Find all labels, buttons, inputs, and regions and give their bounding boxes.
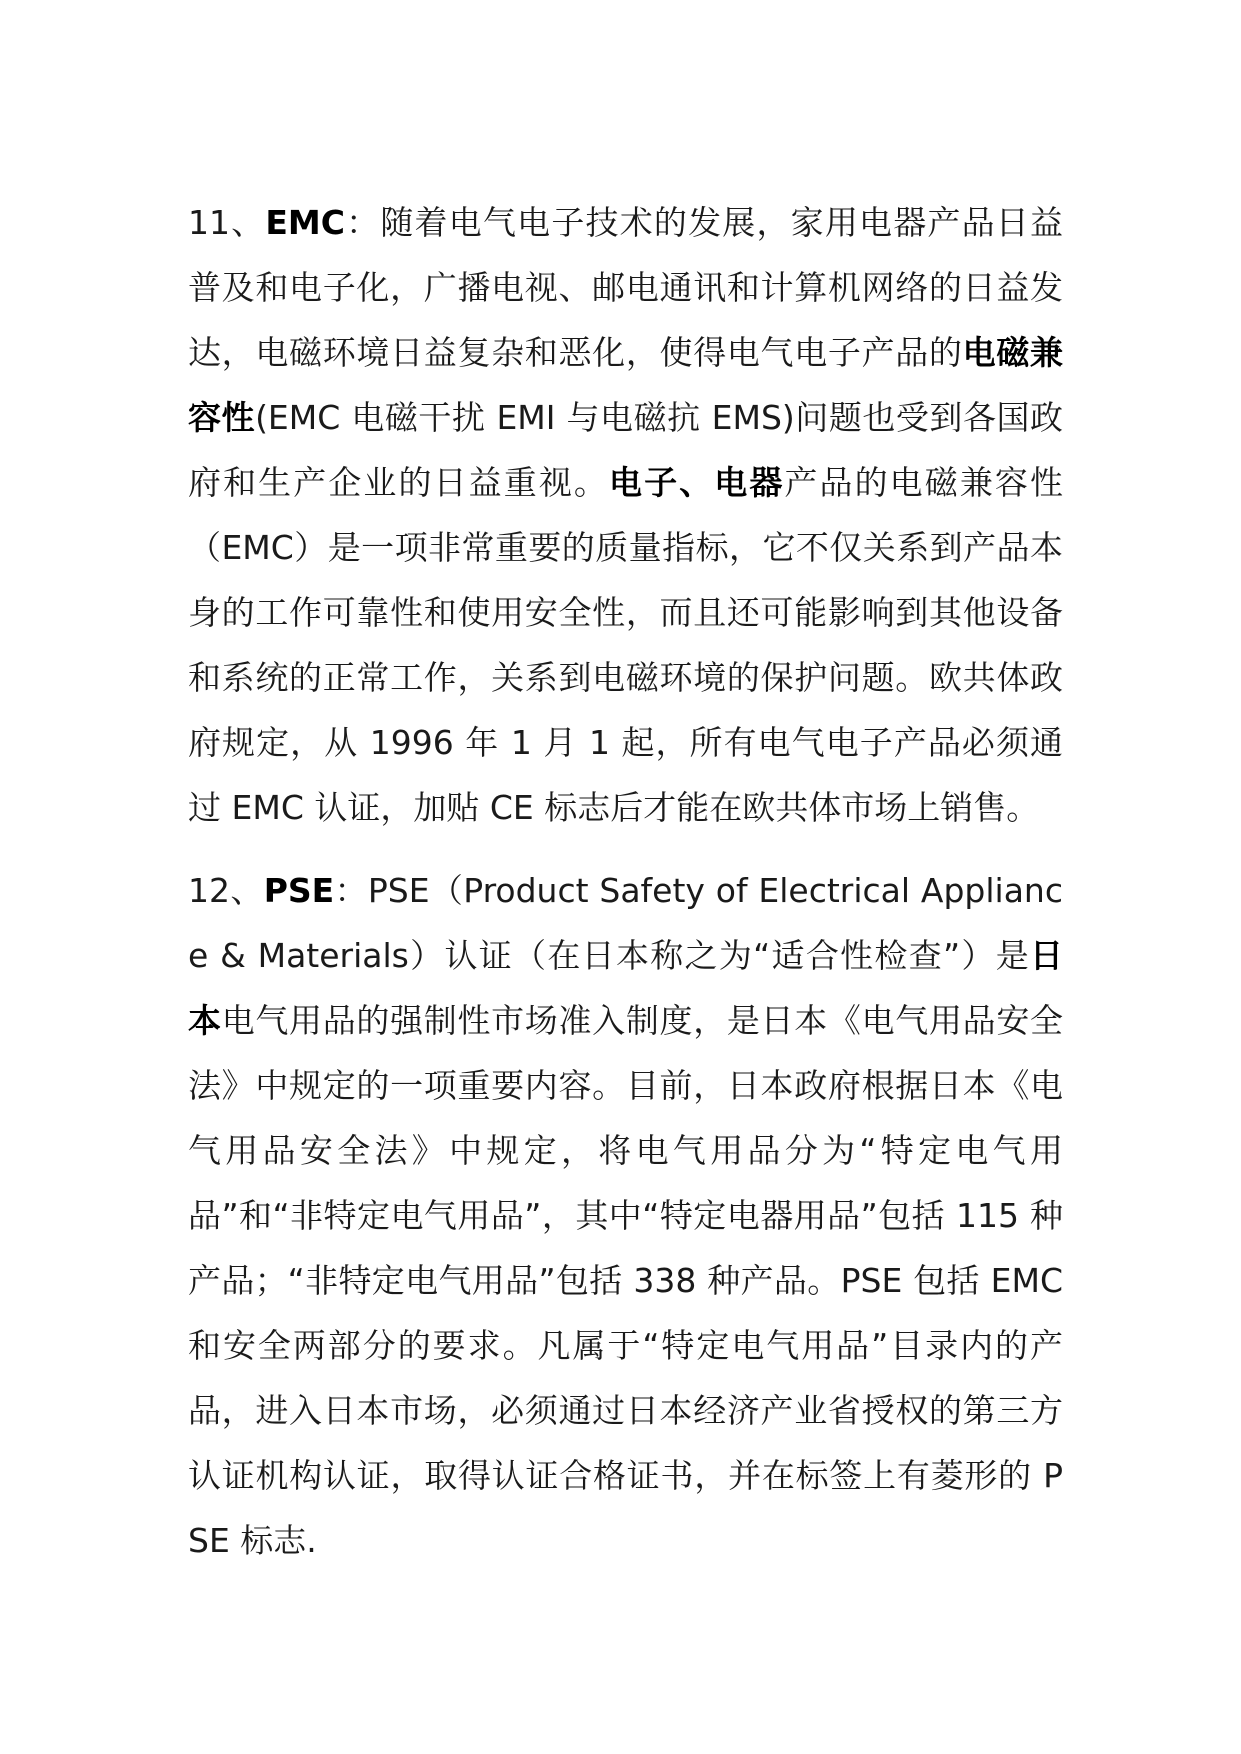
body-text: ：PSE（Product Safety of Electrical Appliance & Materials）认证（在日本称之为“适合性检查”）是 <box>188 871 1063 975</box>
section-heading: PSE <box>263 871 335 910</box>
emphasis-text: 日本 <box>188 936 1063 1040</box>
body-text: 电气用品的强制性市场准入制度，是日本《电气用品安全法》中规定的一项重要内容。目前，日本政府根据日本《电气用品安全法》中规定，将电气用品分为“特定电气用品”和“非特定电气用品”，其中“特定电器用品”包括 115 种产品；“非特定电气用品”包括 338 种产品。PSE 包括 EMC 和安全两部分的要求。凡属于“特定电气用品”目录内的产品，进入日本市场，必须通过日本经济产业省授权的第三方认证机构认证，取得认证合格证书，并在标签上有菱形的 PSE 标志. <box>188 1001 1064 1560</box>
section-heading: EMC <box>265 203 345 242</box>
body-text: ：随着电气电子技术的发展，家用电器产品日益普及和电子化，广播电视、邮电通讯和计算机网络的日益发达，电磁环境日益复杂和恶化，使得电气电子产品的 <box>188 203 1063 372</box>
body-text: 产品的电磁兼容性（EMC）是一项非常重要的质量指标，它不仅关系到产品本身的工作可靠性和使用安全性，而且还可能影响到其他设备和系统的正常工作，关系到电磁环境的保护问题。欧共体政府规定，从 1996 年 1 月 1 起，所有电气电子产品必须通过 EMC 认证，加贴 CE 标志后才能在欧共体市场上销售。 <box>188 463 1064 827</box>
section-emc <box>188 190 1063 840</box>
emphasis-text: 电子、电器 <box>609 463 785 502</box>
section-number: 11、 <box>188 203 266 242</box>
body-text: (EMC 电磁干扰 EMI 与电磁抗 EMS)问题也受到各国政府和生产企业的日益重视。 <box>188 398 1064 502</box>
document-page <box>188 190 1063 1591</box>
emphasis-text: 电磁兼容性 <box>188 333 1064 437</box>
section-number: 12、 <box>188 871 264 910</box>
section-pse <box>188 858 1063 1573</box>
